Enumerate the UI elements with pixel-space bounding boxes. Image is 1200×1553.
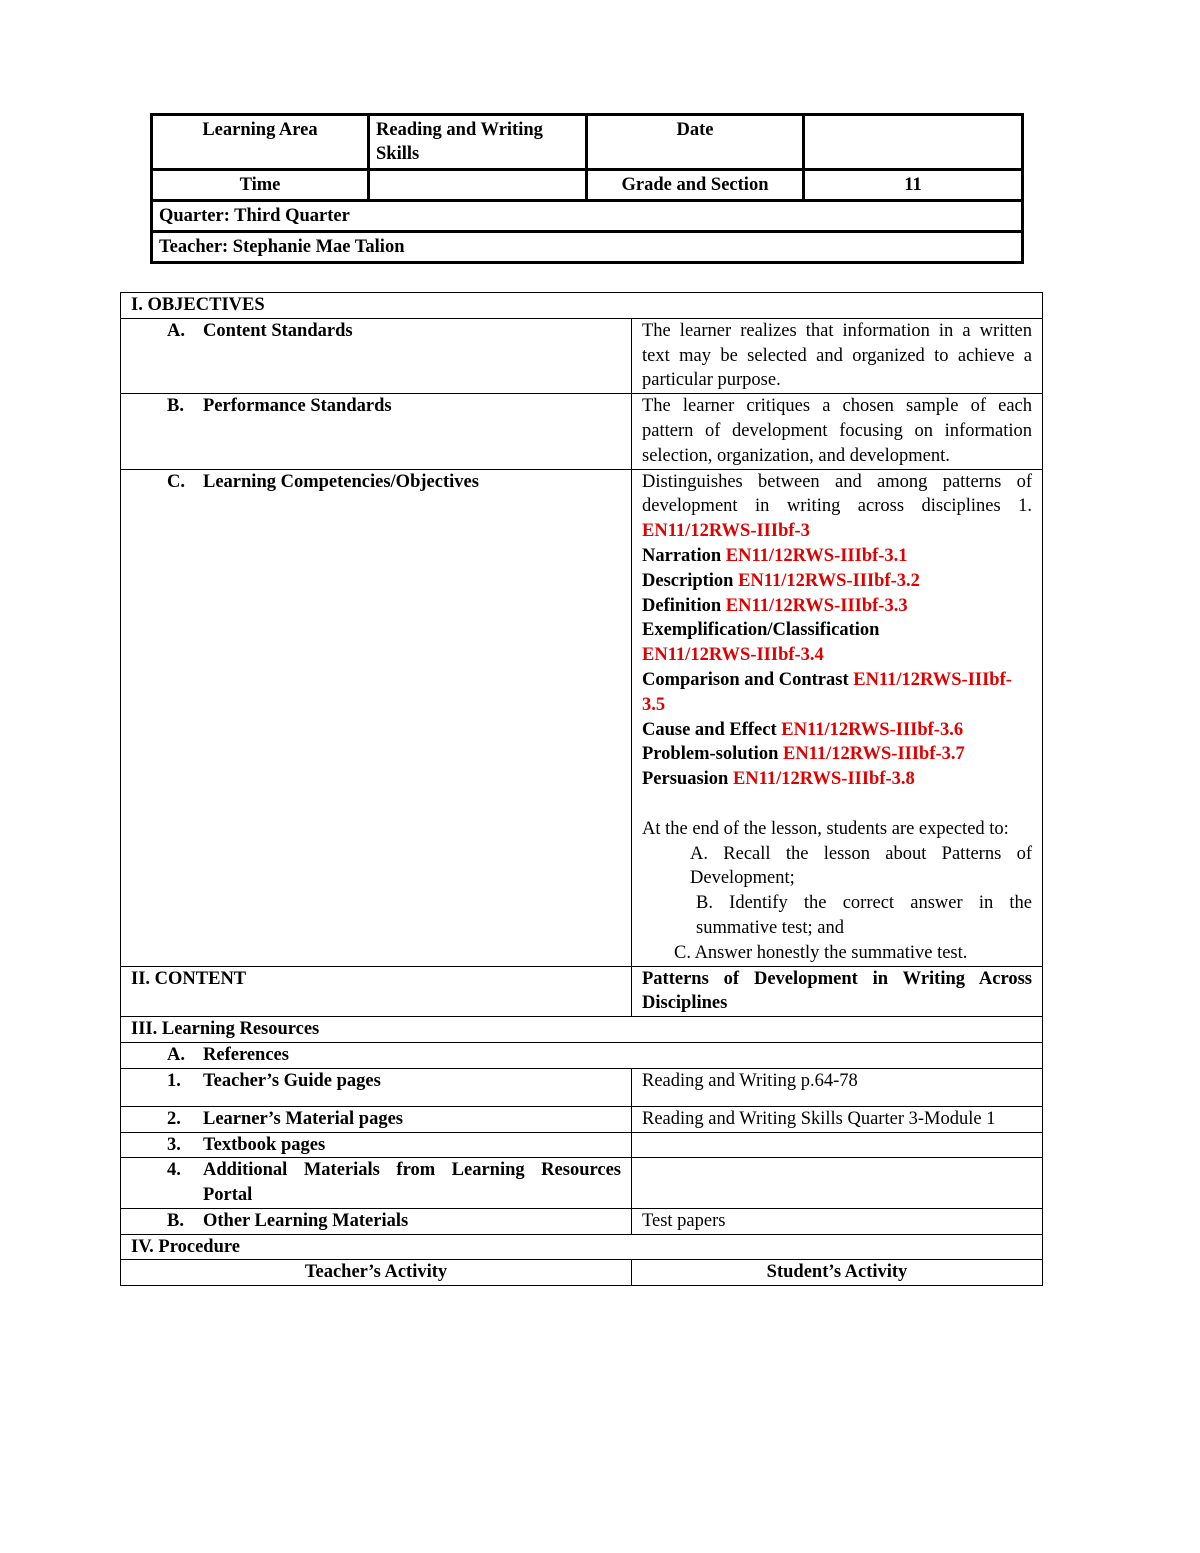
content-standards-letter: A. [167, 320, 185, 341]
grade-section-value: 11 [804, 170, 1023, 201]
performance-standards-text: The learner critiques a chosen sample of each pattern of development focusing on information selection, organization, and development. [632, 394, 1043, 469]
resources-title: III. Learning Resources [121, 1017, 1043, 1043]
competency-item: Description EN11/12RWS-IIIbf-3.2 [642, 570, 920, 591]
competencies-row [121, 469, 1043, 966]
lesson-objective: C. Answer honestly the summative test. [674, 942, 968, 963]
competency-item: Comparison and Contrast EN11/12RWS-IIIbf-3.5 [642, 669, 1012, 715]
competency-item: Problem-solution EN11/12RWS-IIIbf-3.7 [642, 744, 965, 765]
resource-label: Textbook pages [203, 1134, 326, 1155]
performance-standards-letter: B. [167, 396, 184, 417]
resource-row: 2. Learner’s Material pages Reading and Writing Skills Quarter 3-Module 1 [121, 1106, 1043, 1132]
content-standards-text: The learner realizes that information in a written text may be selected and organized to achieve a particular purpose. [632, 318, 1043, 393]
competency-item: Narration EN11/12RWS-IIIbf-3.1 [642, 545, 908, 566]
lesson-intro: At the end of the lesson, students are expected to: [642, 818, 1009, 839]
teacher-activity-header: Teacher’s Activity [121, 1260, 632, 1286]
competency-item: Persuasion EN11/12RWS-IIIbf-3.8 [642, 769, 915, 790]
lesson-objective: A. Recall the lesson about Patterns of Development; [690, 843, 1032, 889]
grade-section-label: Grade and Section [587, 170, 804, 201]
lesson-objective: B. Identify the correct answer in the summative test; and [696, 893, 1032, 938]
competencies-label: Learning Competencies/Objectives [203, 471, 479, 492]
competency-item: Definition EN11/12RWS-IIIbf-3.3 [642, 595, 908, 616]
content-standards-row [121, 318, 1043, 393]
date-label: Date [587, 115, 804, 170]
competencies-intro-num: 1. [1018, 496, 1033, 517]
competencies-intro-code: EN11/12RWS-IIIbf-3 [642, 521, 810, 542]
resource-value: Reading and Writing Skills Quarter 3-Module 1 [632, 1106, 1043, 1132]
references-row: A. References [121, 1042, 1043, 1068]
content-row [121, 966, 1043, 1017]
procedure-title: IV. Procedure [121, 1234, 1043, 1260]
date-value [804, 115, 1023, 170]
content-title: II. CONTENT [121, 966, 632, 1017]
competencies-content [632, 469, 1043, 966]
performance-standards-label: Performance Standards [203, 396, 392, 417]
quarter: Quarter: Third Quarter [152, 201, 1023, 232]
resource-value [632, 1132, 1043, 1158]
student-activity-header: Student’s Activity [632, 1260, 1043, 1286]
resource-label: Teacher’s Guide pages [203, 1070, 381, 1091]
references-label: References [203, 1044, 289, 1065]
other-materials-value: Test papers [632, 1208, 1043, 1234]
resource-row: 1. Teacher’s Guide pages Reading and Writing p.64-78 [121, 1068, 1043, 1106]
header-table [150, 113, 1024, 264]
content-value: Patterns of Development in Writing Across Disciplines [632, 966, 1043, 1017]
resource-row: 4. Additional Materials from Learning Resources Portal [121, 1158, 1043, 1209]
learning-area-value: Reading and Writing Skills [369, 115, 587, 170]
time-value [369, 170, 587, 201]
resource-value: Reading and Writing p.64-78 [632, 1068, 1043, 1106]
competency-item: Exemplification/Classification EN11/12RWS-IIIbf-3.4 [642, 620, 880, 666]
teacher: Teacher: Stephanie Mae Talion [152, 232, 1023, 263]
other-materials-row: B. Other Learning Materials Test papers [121, 1208, 1043, 1234]
objectives-title: I. OBJECTIVES [121, 293, 1043, 319]
performance-standards-row [121, 394, 1043, 469]
other-materials-label: Other Learning Materials [203, 1210, 409, 1231]
lesson-plan-table [120, 292, 1043, 1286]
time-label: Time [152, 170, 369, 201]
content-standards-label: Content Standards [203, 320, 353, 341]
competency-item: Cause and Effect EN11/12RWS-IIIbf-3.6 [642, 719, 964, 740]
competencies-intro: Distinguishes between and among patterns of development in writing across disciplines [642, 471, 1032, 517]
competencies-letter: C. [167, 471, 185, 492]
procedure-header-row [121, 1260, 1043, 1286]
resource-row: 3. Textbook pages [121, 1132, 1043, 1158]
resource-value [632, 1158, 1043, 1209]
learning-area-label: Learning Area [152, 115, 369, 170]
resource-label: Learner’s Material pages [203, 1108, 404, 1129]
resource-label: Additional Materials from Learning Resources Portal [203, 1160, 621, 1206]
